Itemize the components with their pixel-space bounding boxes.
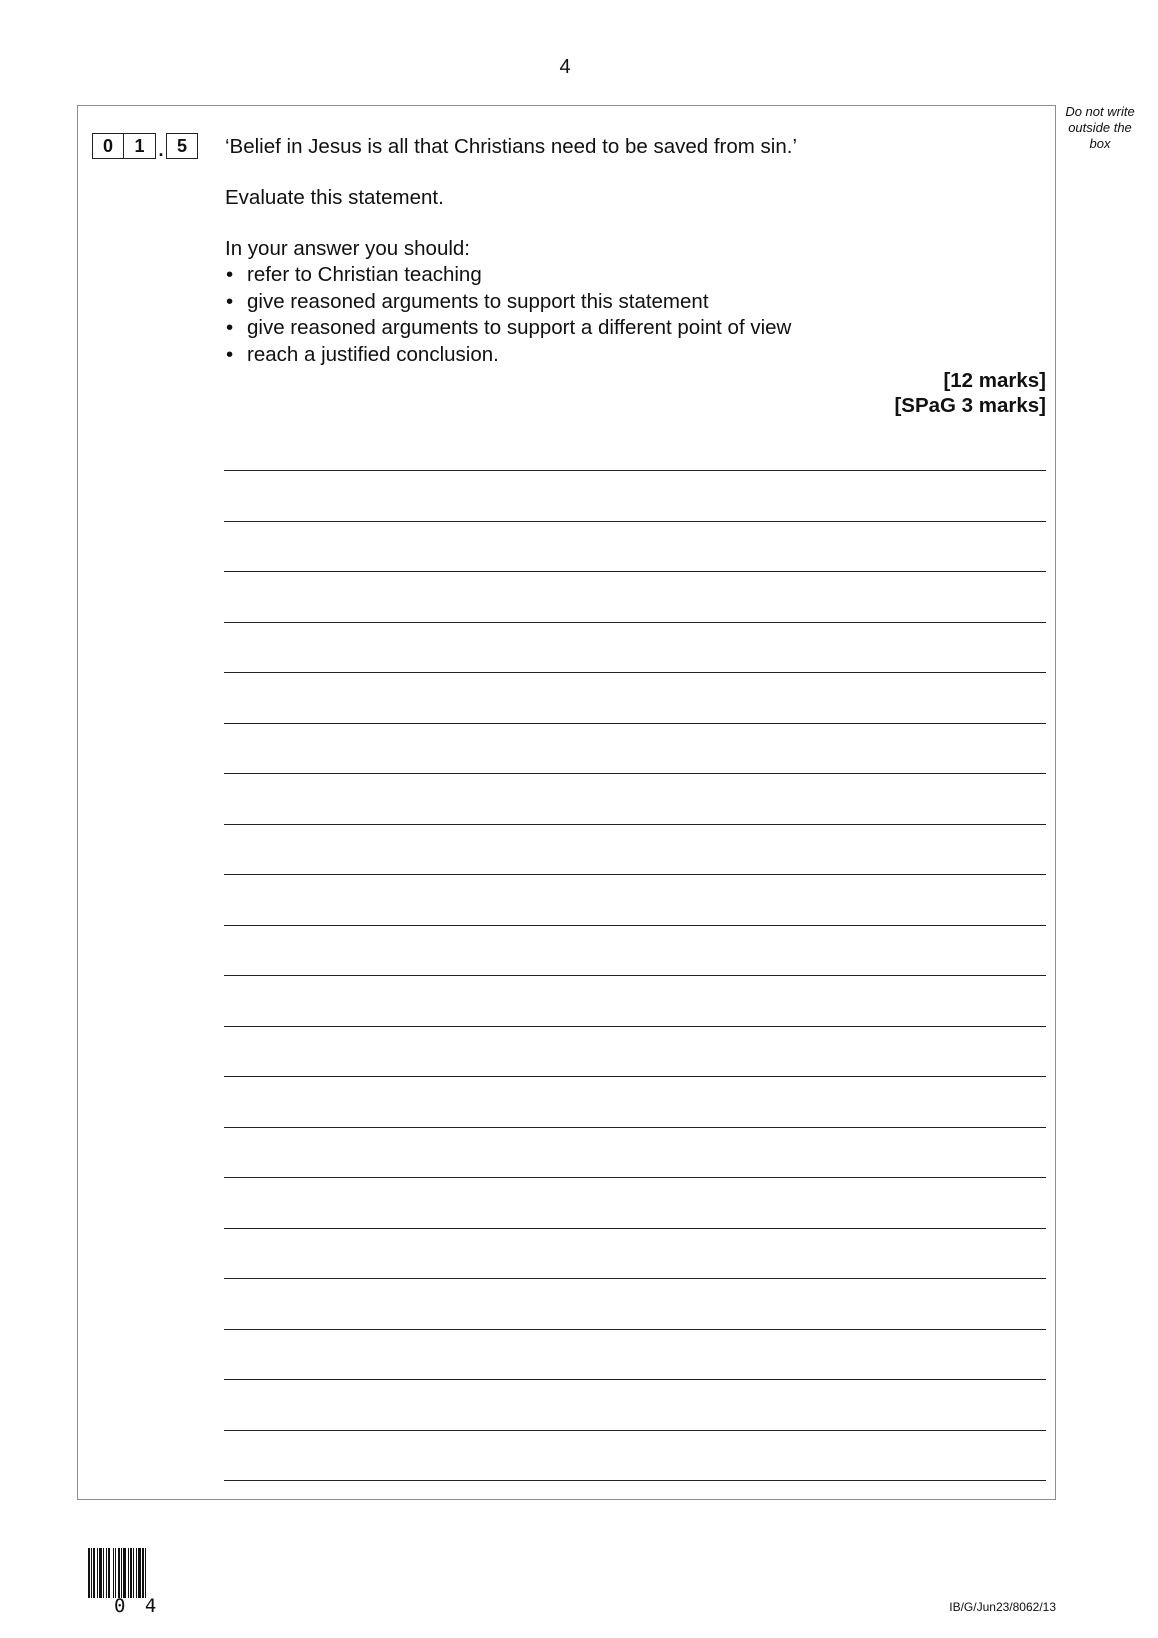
- answer-line[interactable]: [224, 1228, 1046, 1229]
- barcode-image: [88, 1548, 192, 1598]
- guidance-bullet: • reach a justified conclusion.: [225, 342, 791, 369]
- paper-reference-code: IB/G/Jun23/8062/13: [949, 1600, 1056, 1614]
- answer-line[interactable]: [224, 1127, 1046, 1128]
- question-number-digit: 1: [124, 133, 156, 159]
- answer-line[interactable]: [224, 773, 1046, 774]
- answer-line[interactable]: [224, 622, 1046, 623]
- barcode-number: 0 4: [114, 1595, 161, 1617]
- answer-line[interactable]: [224, 470, 1046, 471]
- answer-line[interactable]: [224, 571, 1046, 572]
- guidance-bullet: • give reasoned arguments to support this statement: [225, 289, 791, 316]
- answer-line[interactable]: [224, 723, 1046, 724]
- answer-line[interactable]: [224, 672, 1046, 673]
- spag-marks-label: [SPaG 3 marks]: [894, 394, 1046, 417]
- answer-guidance-intro: In your answer you should:: [225, 237, 470, 260]
- answer-line[interactable]: [224, 521, 1046, 522]
- question-number: [92, 133, 198, 159]
- answer-line[interactable]: [224, 874, 1046, 875]
- question-number-digit: 5: [166, 133, 198, 159]
- answer-line[interactable]: [224, 1177, 1046, 1178]
- answer-line[interactable]: [224, 1480, 1046, 1481]
- page-number: 4: [559, 56, 571, 78]
- answer-line[interactable]: [224, 1379, 1046, 1380]
- answer-line[interactable]: [224, 925, 1046, 926]
- answer-guidance-list: [225, 262, 791, 368]
- answer-line[interactable]: [224, 1278, 1046, 1279]
- answer-line[interactable]: [224, 824, 1046, 825]
- answer-line[interactable]: [224, 1076, 1046, 1077]
- question-number-digit: 0: [92, 133, 124, 159]
- answer-line[interactable]: [224, 1026, 1046, 1027]
- marks-label: [12 marks]: [943, 369, 1046, 392]
- question-number-separator: .: [158, 140, 164, 160]
- margin-note: Do not write outside the box: [1065, 104, 1135, 151]
- question-instruction: Evaluate this statement.: [225, 186, 444, 209]
- question-statement: ‘Belief in Jesus is all that Christians need to be saved from sin.’: [225, 135, 797, 158]
- answer-line[interactable]: [224, 1430, 1046, 1431]
- answer-line[interactable]: [224, 975, 1046, 976]
- guidance-bullet: • refer to Christian teaching: [225, 262, 791, 289]
- guidance-bullet: • give reasoned arguments to support a different point of view: [225, 315, 791, 342]
- answer-line[interactable]: [224, 1329, 1046, 1330]
